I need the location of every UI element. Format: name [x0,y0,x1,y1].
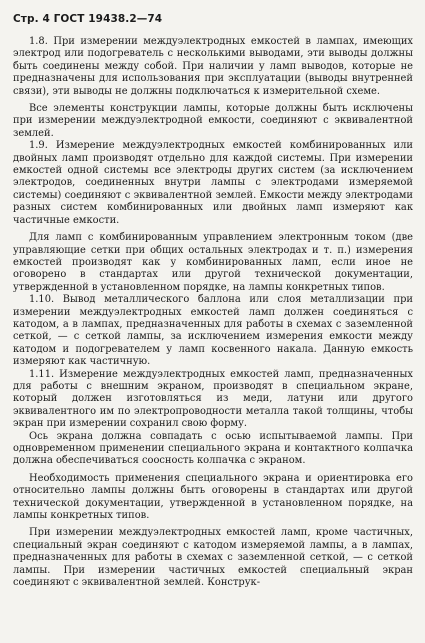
paragraph-text: 1.9. Измерение междуэлектродных емкостей комбинированных или двойных ламп производят отдельно для каждой системы. При измерении емкостей одной системы все электроды других систем (за исключением электродов, соединенных внутри лампы с электродами измеряемой системы) соединяют с эквивалентной землей. Емкости между электродами разных систем комбинированных или двойных ламп измеряют как частичные емкости. [13,140,413,226]
paragraph-text: Для ламп с комбинированным управлением электронным током (две управляющие сетки при общих остальных электродах и т. п.) измерения емкостей производят как у комбинированных ламп, если иное не оговорено в стандартах или другой технической документации, утвержденной в установленном порядке, на лампы конкретных типов. [13,232,413,293]
paragraph-text: При измерении междуэлектродных емкостей ламп, кроме частичных, специальный экран соединяют с катодом измеряемой лампы, а в лампах, предназначенных для работы в схемах с заземленной сеткой, — с сеткой лампы. При измерении частичных емкостей специальный экран соединяют с эквивалентной землей. Конструк- [13,527,413,589]
paragraph-1-11 [13,369,413,431]
paragraph-1-9-cont [13,232,413,294]
paragraph-1-11-necessity [13,473,413,523]
paragraph-1-11-screen [13,527,413,589]
paragraph-text: Необходимость применения специального экрана и ориентировка его относительно лампы должны быть оговорены в стандартах или другой технической документации, утвержденной в установленном порядке, на лампы конкретных типов. [13,472,413,522]
paragraph-text: 1.10. Вывод металлического баллона или слоя металлизации при измерении междуэлектродных емкостей ламп должен соединяться с катодом, а в лампах, предназначенных для работы в схемах с заземленной сеткой, — с сеткой лампы, за исключением измерения емкости между катодом и подогревателем у ламп косвенного накала. Данную емкость измеряют как частичную. [13,294,413,368]
paragraph-1-9 [13,140,413,227]
paragraph-1-8 [13,36,413,98]
paragraph-1-10 [13,294,413,368]
page-header: Стр. 4 ГОСТ 19438.2—74 [13,13,163,25]
paragraph-1-11-axis [13,431,413,468]
document-body [13,36,413,589]
paragraph-text: 1.8. При измерении междуэлектродных емкостей в лампах, имеющих электрод или подогреватель с несколькими выводами, эти выводы должны быть соединены между собой. При наличии у ламп выводов, которые не предназначены для использования при эксплуатации (выводы внутренней связи), эти выводы не должны подключаться к измерительной схеме. [13,36,413,97]
paragraph-text: Ось экрана должна совпадать с осью испытываемой лампы. При одновременном применении специального экрана и контактного колпачка должна обеспечиваться соосность колпачка с экраном. [13,430,413,467]
paragraph-text: Все элементы конструкции лампы, которые должны быть исключены при измерении междуэлектродной емкости, соединяют с эквивалентной землей. [13,103,413,139]
paragraph-text: 1.11. Измерение междуэлектродных емкостей ламп, предназначенных для работы с внешним экраном, производят в специальном экране, который должен изготовляться из меди, латуни или другого эквивалентного им по электропроводности металла такой толщины, чтобы экран при измерении сохранил свою форму. [13,368,413,430]
paragraph-1-8-cont [13,103,413,140]
